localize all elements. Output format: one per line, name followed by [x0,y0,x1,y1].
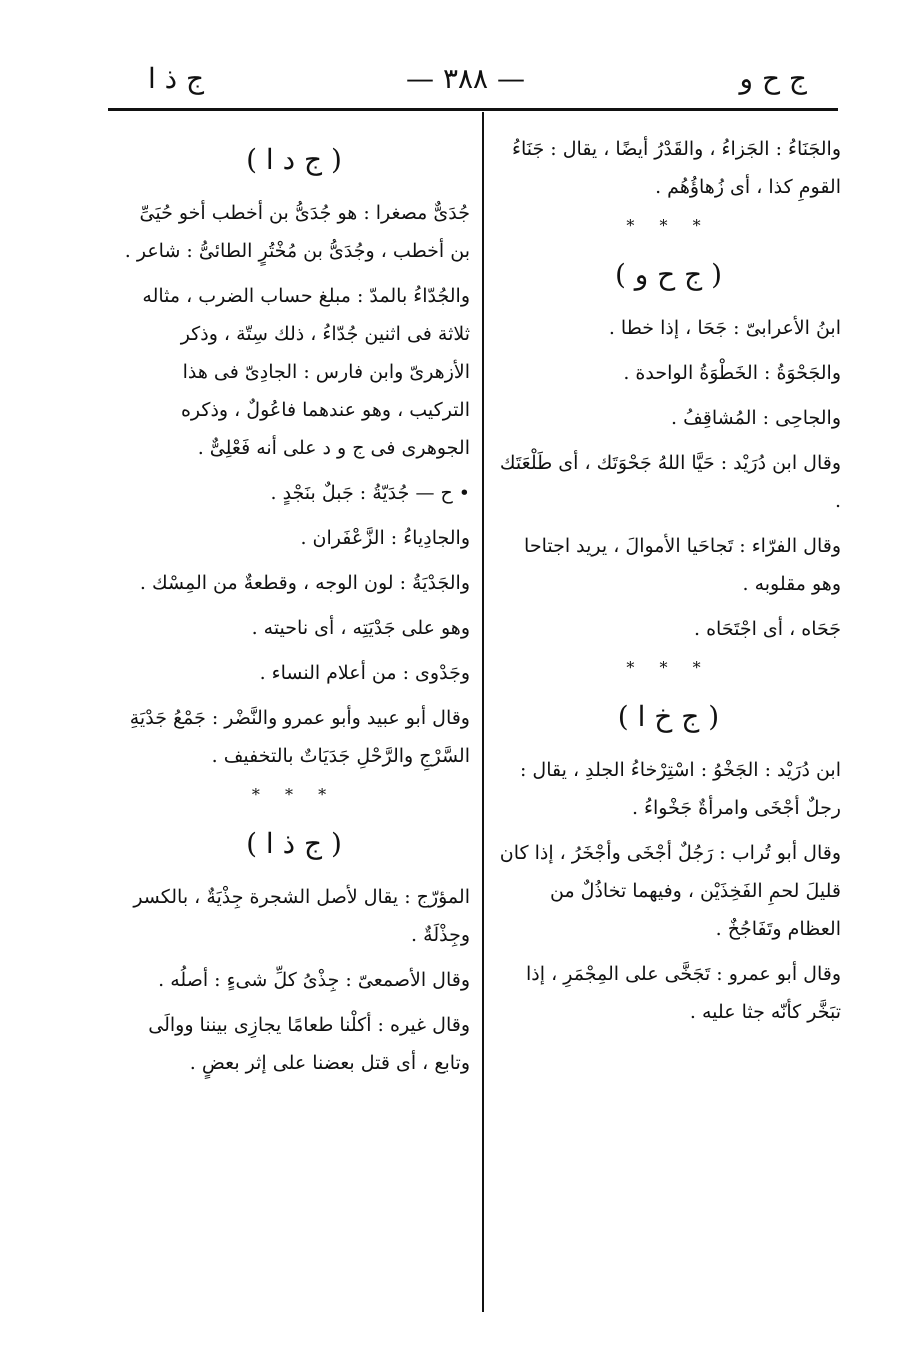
page-header [108,62,823,104]
entry-paragraph: وقال الفرّاء : تَجاحَيا الأموالَ ، يريد اجتاحا وهو مقلوبه . [524,535,841,595]
entry-paragraph: وقال غيره : أكلْنا طعامًا يجازِى بيننا ووالَى وتابع ، أى قتل بعضنا على إثر بعضٍ . [148,1014,470,1074]
entry-paragraph: وجَدْوى : من أعلام النساء . [259,662,470,684]
entry-paragraph: • ح — جُدَيّةُ : جَبلٌ بنَجْدٍ . [270,482,470,504]
entry-paragraph: ابن دُرَيْد : الجَخْوُ : اسْتِرْخاءُ الجلدِ ، يقال : رجلٌ أجْخَى وامرأةٌ جَخْواءُ . [519,759,841,819]
entry-paragraph: وقال أبو عمرو : تَجَخَّى على المِجْمَرِ ، إذا تبَخَّر كأنّه جثا عليه . [526,963,841,1023]
entry-paragraph: وقال ابن دُرَيْد : حَيَّا اللهُ جَحْوَتَك ، أى طَلْعَتَك . [499,452,841,512]
entry-paragraph: وقال الأصمعىّ : جِذْىُ كلِّ شىءٍ : أصلُه . [158,969,470,991]
entry-paragraph: والجادِياءُ : الزَّعْفَران . [300,527,470,549]
entry-paragraph: وقال أبو تُراب : رَجُلٌ أجْخَى وأجْخَرُ ، إذا كان قليلَ لحمِ الفَخِذَيْن ، وفيهما تخاذُلٌ من العظام وتَفَاجُخٌ . [499,842,841,940]
entry-paragraph: جَحَاه ، أى اجْتَحَاه . [694,618,841,640]
root-heading-jdha: ( ج ذ ا ) [246,827,342,860]
section-separator: * * * [626,658,711,677]
root-heading-jda: ( ج د ا ) [246,143,342,176]
header-root-left: ج ذ ا [148,62,205,95]
left-column [118,130,470,1089]
entry-paragraph: المؤرّج : يقال لأصل الشجرة جِذْيَةٌ ، بالكسر وجِذْلَةٌ . [133,886,470,946]
entry-paragraph: والجَحْوَةُ : الخَطْوَةُ الواحدة . [623,362,841,384]
entry-paragraph: ابنُ الأعرابىّ : جَحَا ، إذا خطا . [608,317,841,339]
root-heading-jhw: ( ج ح و ) [614,258,723,291]
header-root-right: ج ح و [739,62,807,95]
entry-paragraph: جُدَىٌّ مصغرا : هو جُدَىُّ بن أخطب أخو حُيَىِّ بن أخطب ، وجُدَىُّ بن مُخْتُرٍ الطائىُّ : شاعر . [124,202,470,262]
entry-paragraph: وقال أبو عبيد وأبو عمرو والنَّضْر : جَمْعُ جَدْيَةِ السَّرْجِ والرَّحْلِ جَدَيَاتٌ بالتخفيف . [129,707,470,767]
entry-paragraph: وهو على جَدْيَتِه ، أى ناحيته . [251,617,470,639]
root-heading-jkha: ( ج خ ا ) [617,700,720,733]
entry-paragraph: والجاحِى : المُشاقِفُ . [671,407,841,429]
header-rule [108,108,838,111]
entry-paragraph: والجَدْيَةُ : لون الوجه ، وقطعةٌ من المِسْك . [139,572,470,594]
column-divider [482,112,484,1312]
entry-paragraph: والجَنَاءُ : الجَزاءُ ، والقَدْرُ أيضًا ، يقال : جَنَاءُ القومِ كذا ، أى زُهاؤُهُم . [512,138,841,198]
section-separator: * * * [626,216,711,235]
section-separator: * * * [251,785,337,804]
right-column [496,130,841,1038]
page-number: — ٣٨٨ — [406,62,525,95]
entry-paragraph: والجُدّاءُ بالمدّ : مبلغ حساب الضرب ، مثاله ثلاثة فى اثنين جُدّاءُ ، ذلك سِتّة ، وذكر الأزهرىّ وابن فارس : الجادِىّ فى هذا التركيب ، وهو عندهما فاعُولٌ ، وذكره الجوهرى فى ج و د على أنه فَعْلِىٌّ . [142,285,470,459]
